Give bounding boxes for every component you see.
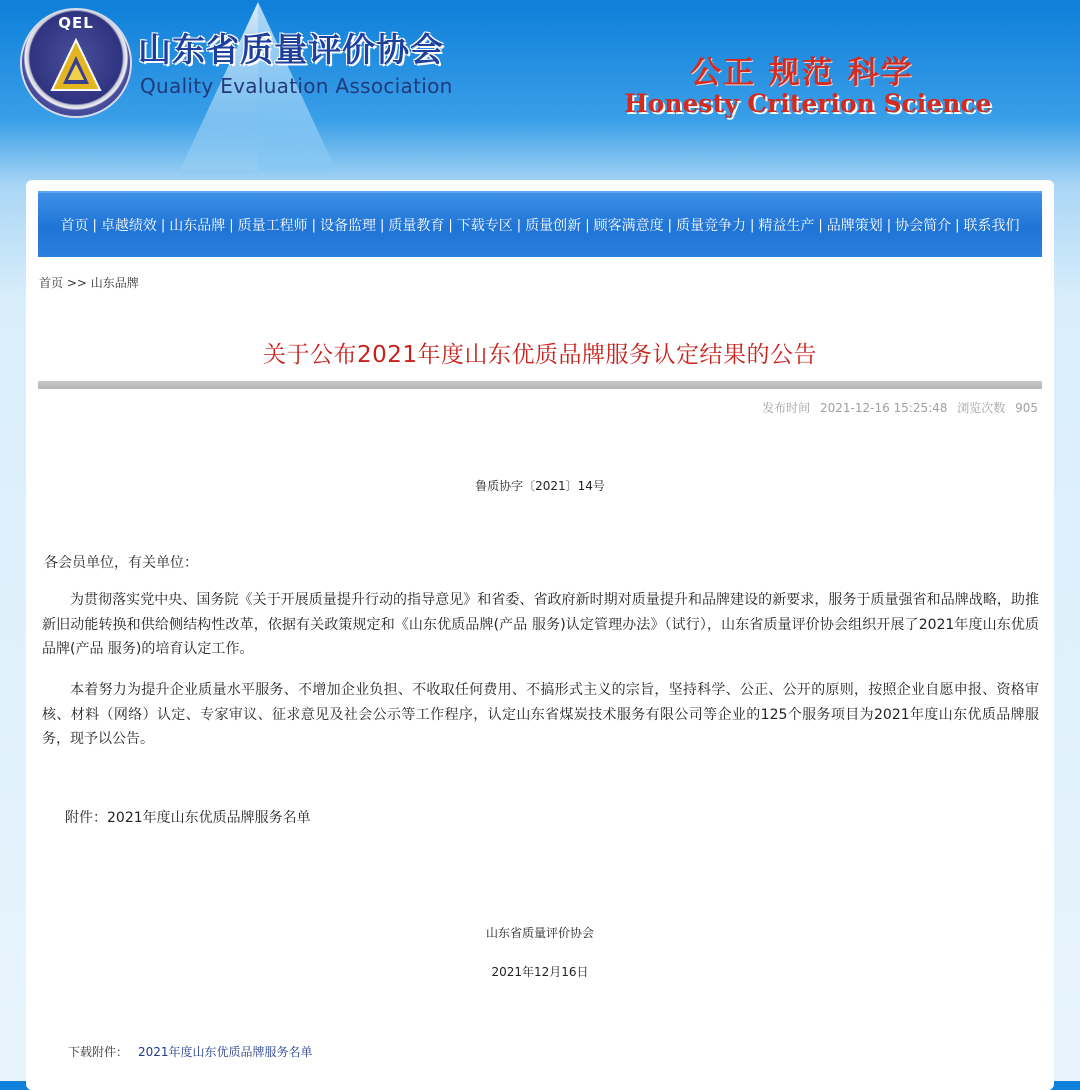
motto-cn: 公正 规范 科学: [690, 55, 914, 91]
nav-separator: |: [886, 217, 892, 233]
nav-separator: |: [92, 217, 97, 233]
logo-text: QEL: [58, 14, 94, 32]
nav-separator: |: [955, 217, 960, 233]
nav-item-quality-engineer[interactable]: 质量工程师: [237, 218, 308, 234]
body-paragraph-1: 为贯彻落实党中央、国务院《关于开展质量提升行动的指导意见》和省委、省政府新时期对质量提升和品牌建设的新要求，服务于质量强省和品牌战略，助推新旧动能转换和供给侧结构性改革，依据有关政策规定和《山东优质品牌(产品 服务)认定管理办法》（试行），山东省质量评价协会组织开展了2021年度山东优质品牌(产品 服务)的培育认定工作。: [42, 592, 1039, 657]
nav-item-quality-innovation[interactable]: 质量创新: [525, 218, 582, 234]
nav-separator: |: [160, 217, 166, 233]
site-name-en: Quality Evaluation Association: [140, 74, 453, 98]
title-divider: [38, 381, 1042, 389]
publish-time-value: 2021-12-16 15:25:48: [819, 401, 948, 415]
nav-item-about[interactable]: 协会简介: [895, 218, 952, 234]
motto-en: Honesty Criterion Science: [624, 89, 992, 118]
nav-item-lean-production[interactable]: 精益生产: [758, 218, 815, 234]
nav-item-quality-education[interactable]: 质量教育: [388, 218, 445, 234]
nav-item-customer-satisfaction[interactable]: 顾客满意度: [593, 218, 664, 234]
nav-separator: |: [585, 217, 590, 233]
view-count-value: 905: [1015, 401, 1038, 415]
download-section: [68, 1043, 313, 1060]
nav-separator: |: [667, 217, 672, 233]
signature: 山东省质量评价协会: [485, 926, 594, 940]
nav-item-shandong-brand[interactable]: 山东品牌: [169, 218, 226, 234]
nav-separator: |: [818, 217, 823, 233]
nav-separator: |: [229, 217, 234, 233]
site-name-cn: 山东省质量评价协会: [138, 30, 444, 69]
main-nav: [38, 191, 1042, 257]
nav-item-contact[interactable]: 联系我们: [963, 218, 1020, 234]
body-paragraph-2: 本着努力为提升企业质量水平服务、不增加企业负担、不收取任何费用、不搞形式主义的宗旨，坚持科学、公正、公开的原则，按照企业自愿申报、资格审核、材料（网络）认定、专家审议、征求意见及社会公示等工作程序，认定山东省煤炭技术服务有限公司等企业的125个服务项目为2021年度山东优质品牌服务，现予以公告。: [42, 682, 1039, 747]
view-count-label: 浏览次数: [957, 401, 1006, 415]
site-header: [0, 0, 1080, 185]
salutation: 各会员单位，有关单位：: [44, 555, 198, 571]
nav-separator: |: [311, 217, 317, 233]
document-number: 鲁质协字〔2021〕14号: [475, 479, 605, 493]
nav-separator: |: [749, 217, 755, 233]
nav-separator: |: [380, 217, 385, 233]
breadcrumb-home[interactable]: 首页: [39, 276, 64, 290]
document-date: 2021年12月16日: [491, 965, 589, 979]
nav-separator: |: [448, 217, 453, 233]
nav-item-downloads[interactable]: 下载专区: [456, 218, 513, 234]
nav-item-home[interactable]: 首页: [60, 218, 89, 234]
nav-item-equipment-supervision[interactable]: 设备监理: [320, 218, 377, 234]
nav-separator: |: [516, 217, 522, 233]
download-link[interactable]: 2021年度山东优质品牌服务名单: [138, 1045, 313, 1059]
breadcrumb-separator: >>: [66, 276, 87, 290]
publish-time-label: 发布时间: [762, 401, 811, 415]
nav-item-excellence[interactable]: 卓越绩效: [100, 218, 157, 234]
site-logo[interactable]: [22, 10, 130, 116]
nav-item-quality-competitiveness[interactable]: 质量竞争力: [675, 218, 746, 234]
page-title: 关于公布2021年度山东优质品牌服务认定结果的公告: [262, 342, 818, 368]
breadcrumb-current[interactable]: 山东品牌: [90, 276, 139, 290]
nav-item-brand-planning[interactable]: 品牌策划: [826, 218, 883, 234]
download-label: 下载附件：: [68, 1045, 129, 1059]
attachment-note: 附件：2021年度山东优质品牌服务名单: [65, 810, 311, 826]
breadcrumb: [39, 274, 139, 291]
article-meta: [756, 399, 1038, 416]
